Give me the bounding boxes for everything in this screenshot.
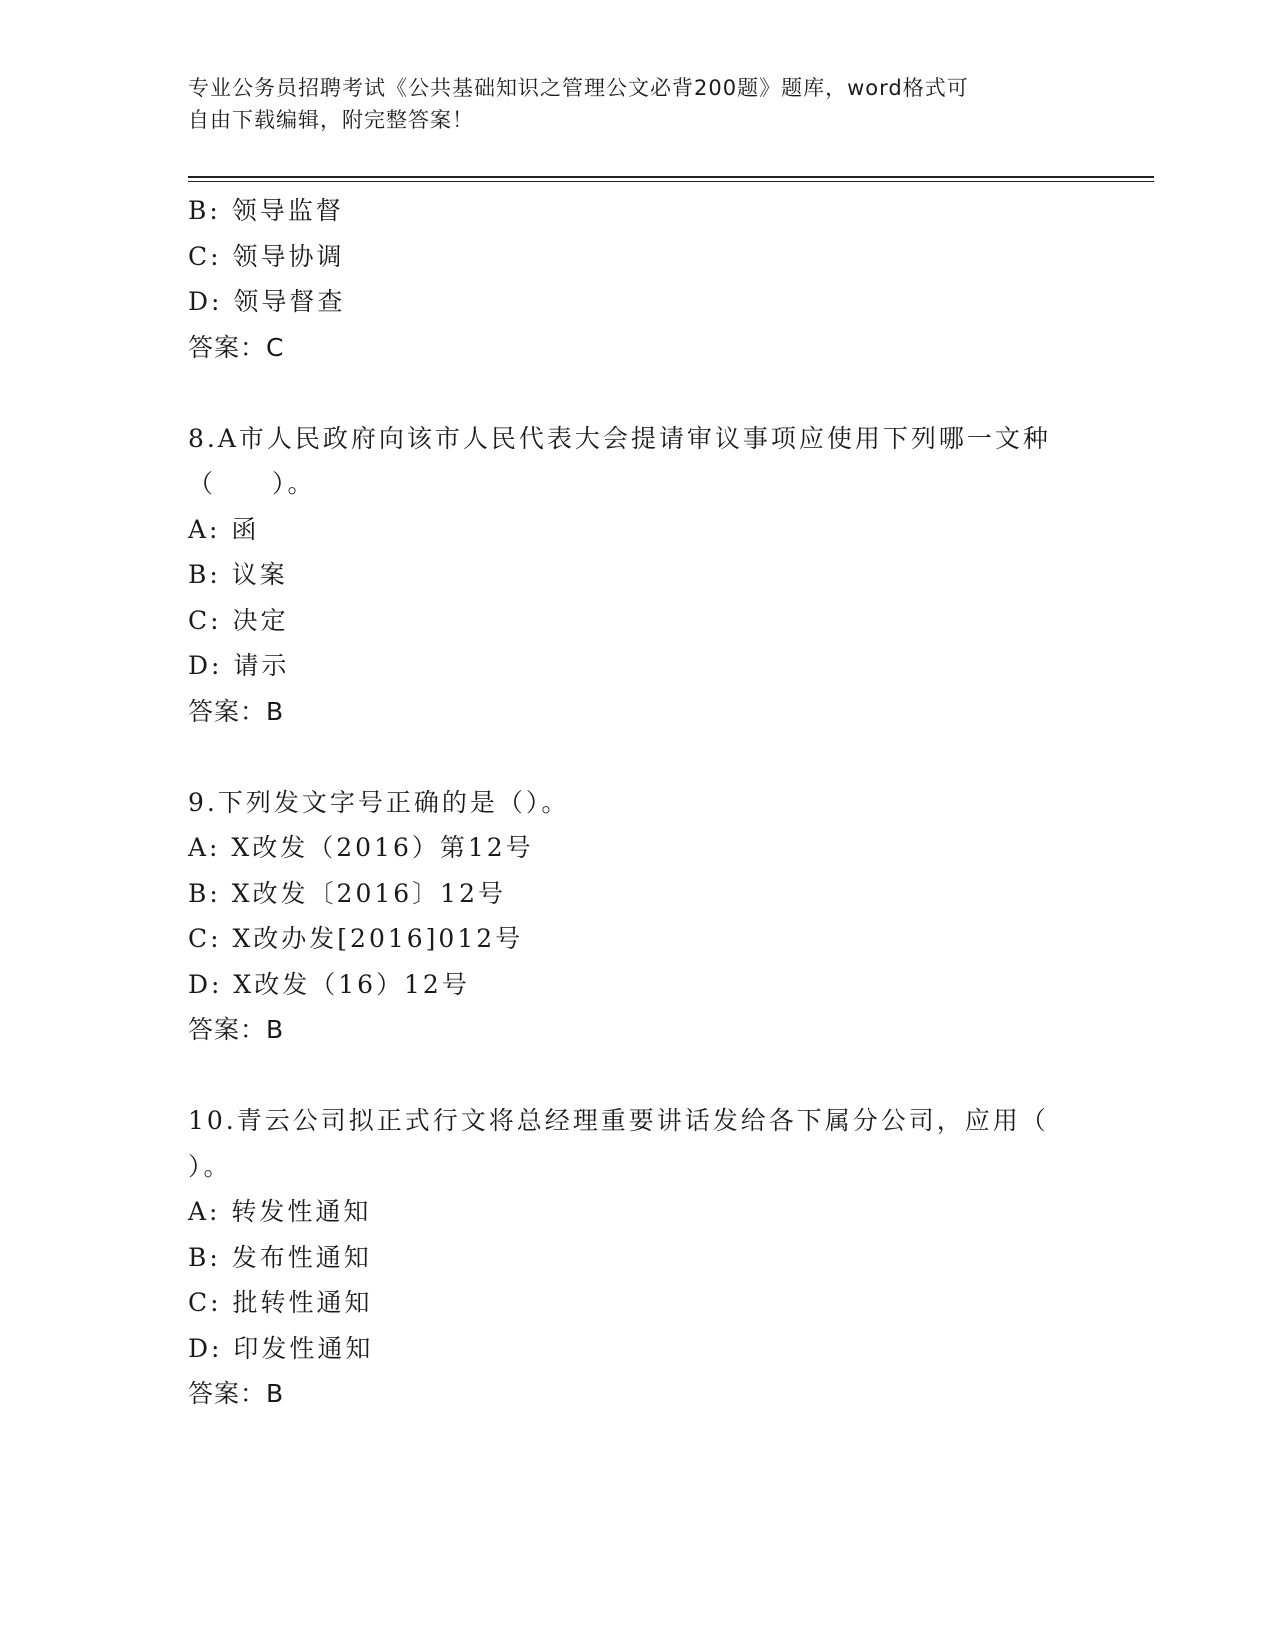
q8-answer: 答案：B bbox=[188, 696, 285, 726]
q10-option-c: C: 批转性通知 bbox=[188, 1288, 373, 1317]
q9-option-a: A: X改发（2016）第12号 bbox=[188, 833, 534, 862]
q9-option-c: C: X改办发[2016]012号 bbox=[188, 924, 524, 953]
document-header bbox=[188, 72, 1068, 136]
question-7-block bbox=[188, 188, 1108, 370]
q8-option-a: A: 函 bbox=[188, 514, 260, 544]
spacer bbox=[188, 1053, 1108, 1099]
q10-answer: 答案：B bbox=[188, 1379, 285, 1408]
question-10-block bbox=[188, 1098, 1108, 1417]
q9-stem: 9.下列发文字号正确的是（）。 bbox=[188, 787, 570, 817]
q7-option-b: B: 领导监督 bbox=[188, 196, 344, 225]
q8-stem-line-1: 8.A市人民政府向该市人民代表大会提请审议事项应使用下列哪一文种 bbox=[188, 423, 1051, 453]
header-rule-thin bbox=[188, 181, 1154, 182]
question-8-block bbox=[188, 416, 1108, 735]
q8-option-b: B: 议案 bbox=[188, 560, 288, 589]
q10-stem-line-2: ）。 bbox=[188, 1151, 232, 1181]
q10-option-a: A: 转发性通知 bbox=[188, 1197, 372, 1226]
header-rule-thick bbox=[188, 176, 1154, 178]
q9-option-b: B: X改发〔2016〕12号 bbox=[188, 878, 506, 908]
q9-option-d: D: X改发（16）12号 bbox=[188, 969, 470, 999]
q7-option-c: C: 领导协调 bbox=[188, 241, 345, 271]
spacer bbox=[188, 734, 1108, 780]
q7-answer: 答案：C bbox=[188, 332, 285, 362]
spacer bbox=[188, 370, 1108, 416]
q7-option-d: D: 领导督查 bbox=[188, 287, 346, 316]
q9-answer: 答案：B bbox=[188, 1015, 285, 1044]
header-line-2: 自由下载编辑，附完整答案！ bbox=[188, 108, 474, 132]
header-line-1: 专业公务员招聘考试《公共基础知识之管理公文必背200题》题库，word格式可 bbox=[188, 76, 969, 100]
q8-option-d: D: 请示 bbox=[188, 651, 290, 680]
q8-stem-line-2: （ ）。 bbox=[188, 469, 316, 498]
question-9-block bbox=[188, 780, 1108, 1053]
q10-option-d: D: 印发性通知 bbox=[188, 1333, 374, 1363]
q10-option-b: B: 发布性通知 bbox=[188, 1242, 372, 1272]
question-content bbox=[188, 188, 1108, 1417]
q8-option-c: C: 决定 bbox=[188, 605, 289, 635]
q10-stem-line-1: 10.青云公司拟正式行文将总经理重要讲话发给各下属分公司，应用（ bbox=[188, 1106, 1049, 1135]
